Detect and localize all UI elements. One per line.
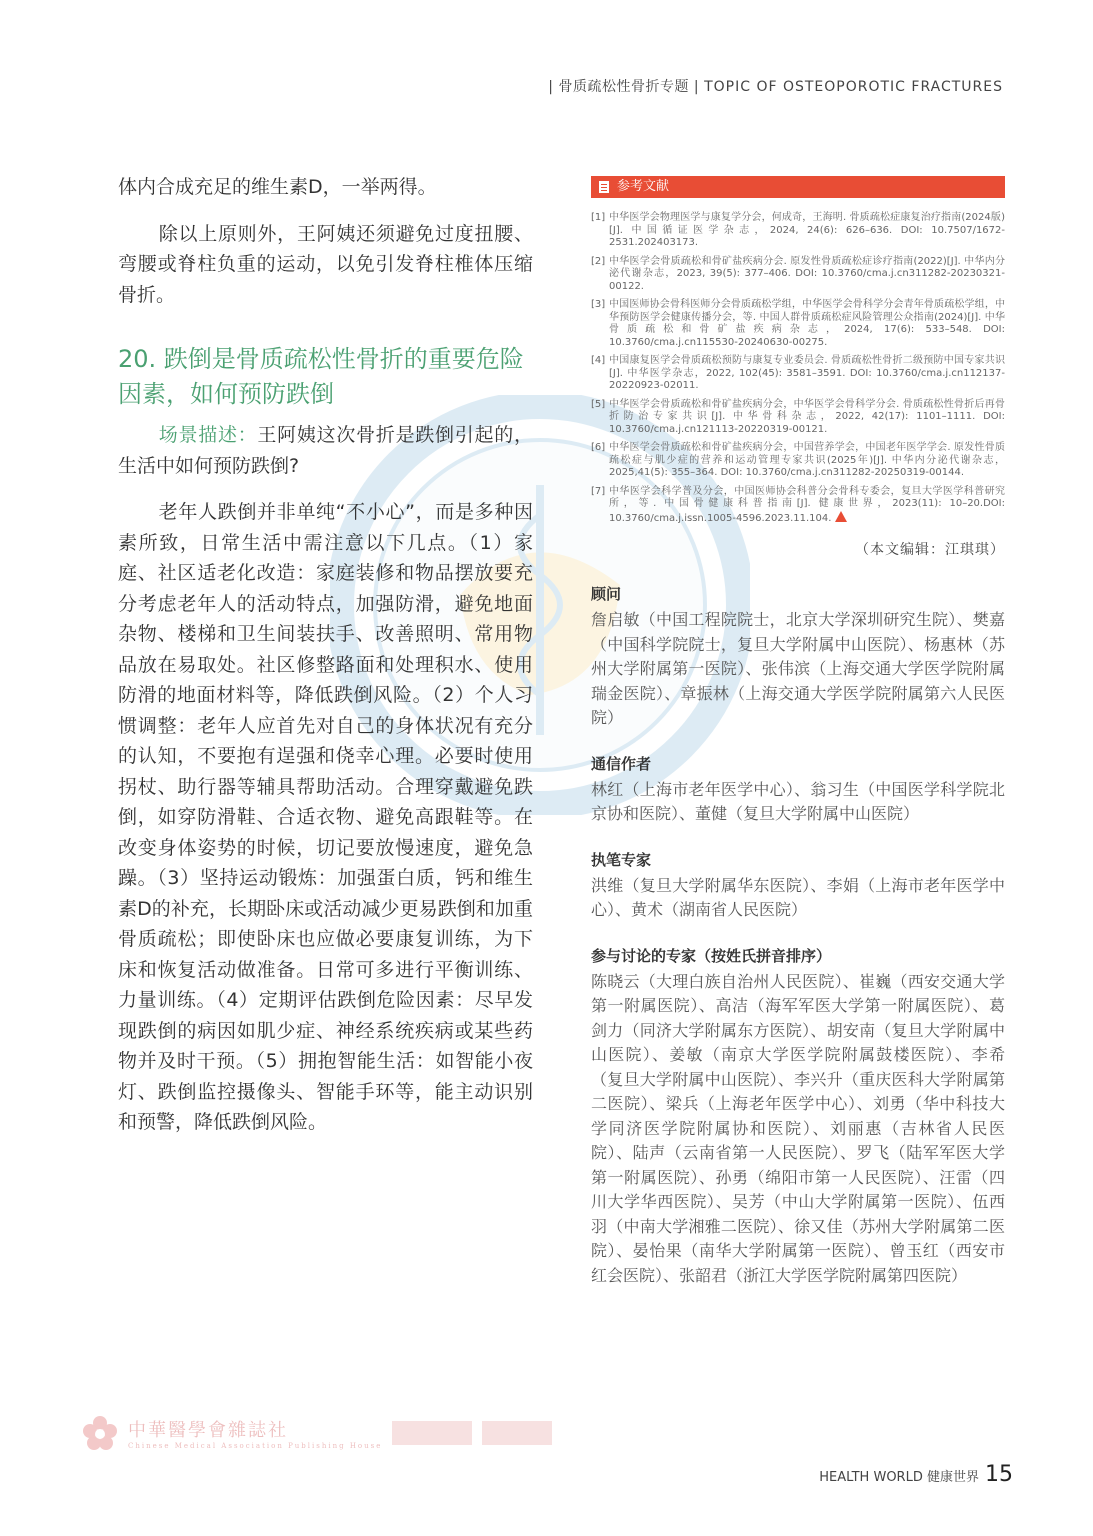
reference-text: 中华医学会骨质疏松和骨矿盐疾病分会，中国营养学会，中国老年医学学会. 原发性骨质疏松症与肌少症的营养和运动管理专家共识(2025年)[J]. 中华内分泌代谢杂志，2025,41(5): 355–364. DOI: 10.3760/cma.j.cn311282-20250319-00144. <box>609 442 1005 478</box>
reference-item <box>591 256 1005 294</box>
document-icon <box>599 181 609 193</box>
page-number: 15 <box>985 1462 1013 1487</box>
magazine-name-cn: 健康世界 <box>926 1470 979 1485</box>
credit-body: 洪维（复旦大学附属华东医院）、李娟（上海市老年医学中心）、黄术（湖南省人民医院） <box>591 875 1005 919</box>
paragraph-text: 老年人跌倒并非单纯“不小心”，而是多种因素所致，日常生活中需注意以下几点。（1）家庭、社区适老化改造：家庭装修和物品摆放要充分考虑老年人的活动特点，加强防滑，避免地面杂物、楼梯和卫生间装扶手、改善照明、常用物品放在易取处。社区修整路面和处理积水、使用防滑的地面材料等，降低跌倒风险。（2）个人习惯调整：老年人应首先对自己的身体状况有充分的认知，不要抱有逞强和侥幸心理。必要时使用拐杖、助行器等辅具帮助活动。合理穿戴避免跌倒，如穿防滑鞋、合适衣物、避免高跟鞋等。在改变身体姿势的时候，切记要放慢速度，避免急躁。（3）坚持运动锻炼：加强蛋白质，钙和维生素D的补充，长期卧床或活动减少更易跌倒和加重骨质疏松；即使卧床也应做必要康复训练，为下床和恢复活动做准备。日常可多进行平衡训练、力量训练。（4）定期评估跌倒危险因素：尽早发现跌倒的病因如肌少症、神经系统疾病或某些药物并及时干预。（5）拥抱智能生活：如智能小夜灯、跌倒监控摄像头、智能手环等，能主动识别和预警，降低跌倒风险。 <box>118 501 533 1133</box>
reference-number: [5] <box>591 398 606 410</box>
editor-credit: （本文编辑：江琪琪） <box>855 542 1005 558</box>
reference-text: 中华医学会物理医学与康复学分会，何成奇，王海明. 骨质疏松症康复治疗指南(2024版)[J]. 中国循证医学杂志，2024, 24(6): 626–636. DOI: 10.7507/1672-2531.202403173. <box>609 212 1005 248</box>
references-header <box>591 176 1005 198</box>
reference-item <box>591 399 1005 437</box>
reference-text: 中华医学会骨质疏松和骨矿盐疾病分会，中华医学会骨科学分会. 骨质疏松性骨折后再骨折防治专家共识[J]. 中华骨科杂志，2022, 42(17): 1101–1111. DOI: 10.3760/cma.j.cn121113-20220319-00121. <box>609 398 1005 435</box>
paragraph: 体内合成充足的维生素D，一举两得。 <box>118 176 437 198</box>
header-sep: | <box>693 79 700 95</box>
credit-heading: 参与讨论的专家（按姓氏拼音排序） <box>591 946 832 965</box>
reference-item <box>591 355 1005 393</box>
credit-heading: 通信作者 <box>591 754 652 773</box>
publisher-name-cn: 中華醫學會雜誌社 <box>128 1420 288 1441</box>
right-column <box>591 176 1005 1310</box>
credit-body: 陈晓云（大理白族自治州人民医院）、崔巍（西安交通大学第一附属医院）、高洁（海军军医大学第一附属医院）、葛剑力（同济大学附属东方医院）、胡安南（复旦大学附属中山医院）、姜敏（南京大学医学院附属鼓楼医院）、李希（复旦大学附属中山医院）、李兴升（重庆医科大学附属第二医院）、梁兵（上海老年医学中心）、刘勇（华中科技大学同济医学院附属协和医院）、刘丽惠（吉林省人民医院）、陆声（云南省第一人民医院）、罗飞（陆军军医大学第一附属医院）、孙勇（绵阳市第一人民医院）、汪雷（四川大学华西医院）、吴芳（中山大学附属第一医院）、伍西羽（中南大学湘雅二医院）、徐又佳（苏州大学附属第二医院）、晏怡果（南华大学附属第一医院）、曾玉红（西安市红会医院）、张韶君（浙江大学医学院附属第四医院） <box>591 971 1005 1285</box>
publisher-name <box>128 1416 382 1450</box>
page-footer <box>819 1462 1013 1487</box>
end-triangle-icon <box>835 511 847 522</box>
credit-body: 林红（上海市老年医学中心）、翁习生（中国医学科学院北京协和医院）、董健（复旦大学附属中山医院） <box>591 779 1005 823</box>
reference-text: 中国康复医学会骨质疏松预防与康复专业委员会. 骨质疏松性骨折二级预防中国专家共识[J]. 中华医学杂志，2022, 102(45): 3581–3591. DOI: 10.3760/cma.j.cn112137-20220923-02011. <box>609 355 1005 391</box>
header-topic-en: TOPIC OF OSTEOPOROTIC FRACTURES <box>704 79 1003 95</box>
reference-item <box>591 442 1005 480</box>
magazine-name-en: HEALTH WORLD <box>819 1470 923 1485</box>
reference-item <box>591 299 1005 349</box>
publisher-name-en: Chinese Medical Association Publishing House <box>128 1442 383 1450</box>
header-sep: | <box>548 79 554 95</box>
credit-group <box>591 945 1005 1289</box>
reference-number: [4] <box>591 355 606 366</box>
header-topic-cn: 骨质疏松性骨折专题 <box>558 79 689 95</box>
reference-text: 中华医学会科学普及分会，中国医师协会科普分会骨科专委会，复旦大学医学科普研究所，等. 中国骨健康科普指南[J]. 健康世界，2023(11): 10–20.DOI: 10.3760/cma.j.issn.1005-4596.2023.11.104. <box>609 485 1005 524</box>
reference-number: [1] <box>591 212 606 223</box>
reference-number: [7] <box>591 485 606 497</box>
reference-number: [6] <box>591 442 606 453</box>
publisher-logo <box>80 1413 552 1453</box>
reference-text: 中华医学会骨质疏松和骨矿盐疾病分会. 原发性骨质疏松症诊疗指南(2022)[J]. 中华内分泌代谢杂志，2023, 39(5): 377–406. DOI: 10.3760/cma.j.cn311282-20230321-00122. <box>609 255 1005 292</box>
scene-text: 王阿姨这次骨折是跌倒引起的，生活中如何预防跌倒? <box>118 424 533 477</box>
credit-group <box>591 583 1005 731</box>
scene-paragraph <box>118 420 533 481</box>
references-list <box>591 212 1005 525</box>
paragraph <box>118 219 533 311</box>
reference-text: 中国医师协会骨科医师分会骨质疏松学组，中华医学会骨科学分会青年骨质疏松学组，中华预防医学会健康传播分会，等. 中国人群骨质疏松症风险管理公众指南(2024)[J]. 中华骨质疏松和骨矿盐疾病杂志，2024, 17(6): 533–548. DOI: 10.3760/cma.j.cn115530-20240630-00275. <box>609 299 1005 348</box>
reference-number: [3] <box>591 299 606 310</box>
paragraph <box>118 497 533 1138</box>
credit-heading: 执笔专家 <box>591 850 652 869</box>
paragraph-text: 除以上原则外，王阿姨还须避免过度扭腰、弯腰或脊柱负重的运动，以免引发脊柱椎体压缩骨折。 <box>118 222 533 306</box>
reference-number: [2] <box>591 255 606 267</box>
page-header <box>548 76 1003 96</box>
reference-item <box>591 212 1005 250</box>
stamp-block <box>482 1421 552 1445</box>
scene-label: 场景描述： <box>158 424 258 446</box>
credit-body: 詹启敏（中国工程院院士，北京大学深圳研究生院）、樊嘉（中国科学院院士，复旦大学附属中山医院）、杨惠林（苏州大学附属第一医院）、张伟滨（上海交通大学医学院附属瑞金医院）、章振林（上海交通大学医学院附属第六人民医院） <box>591 610 1005 727</box>
stamp-block <box>392 1421 472 1445</box>
reference-item <box>591 486 1005 526</box>
references-title: 参考文献 <box>617 179 670 194</box>
flower-logo-icon <box>80 1413 120 1453</box>
left-column <box>118 172 533 1138</box>
credit-group <box>591 753 1005 827</box>
credit-heading: 顾问 <box>591 585 622 603</box>
credit-group <box>591 849 1005 923</box>
section-title: 20. 跌倒是骨质疏松性骨折的重要危险因素，如何预防跌倒 <box>118 345 524 408</box>
